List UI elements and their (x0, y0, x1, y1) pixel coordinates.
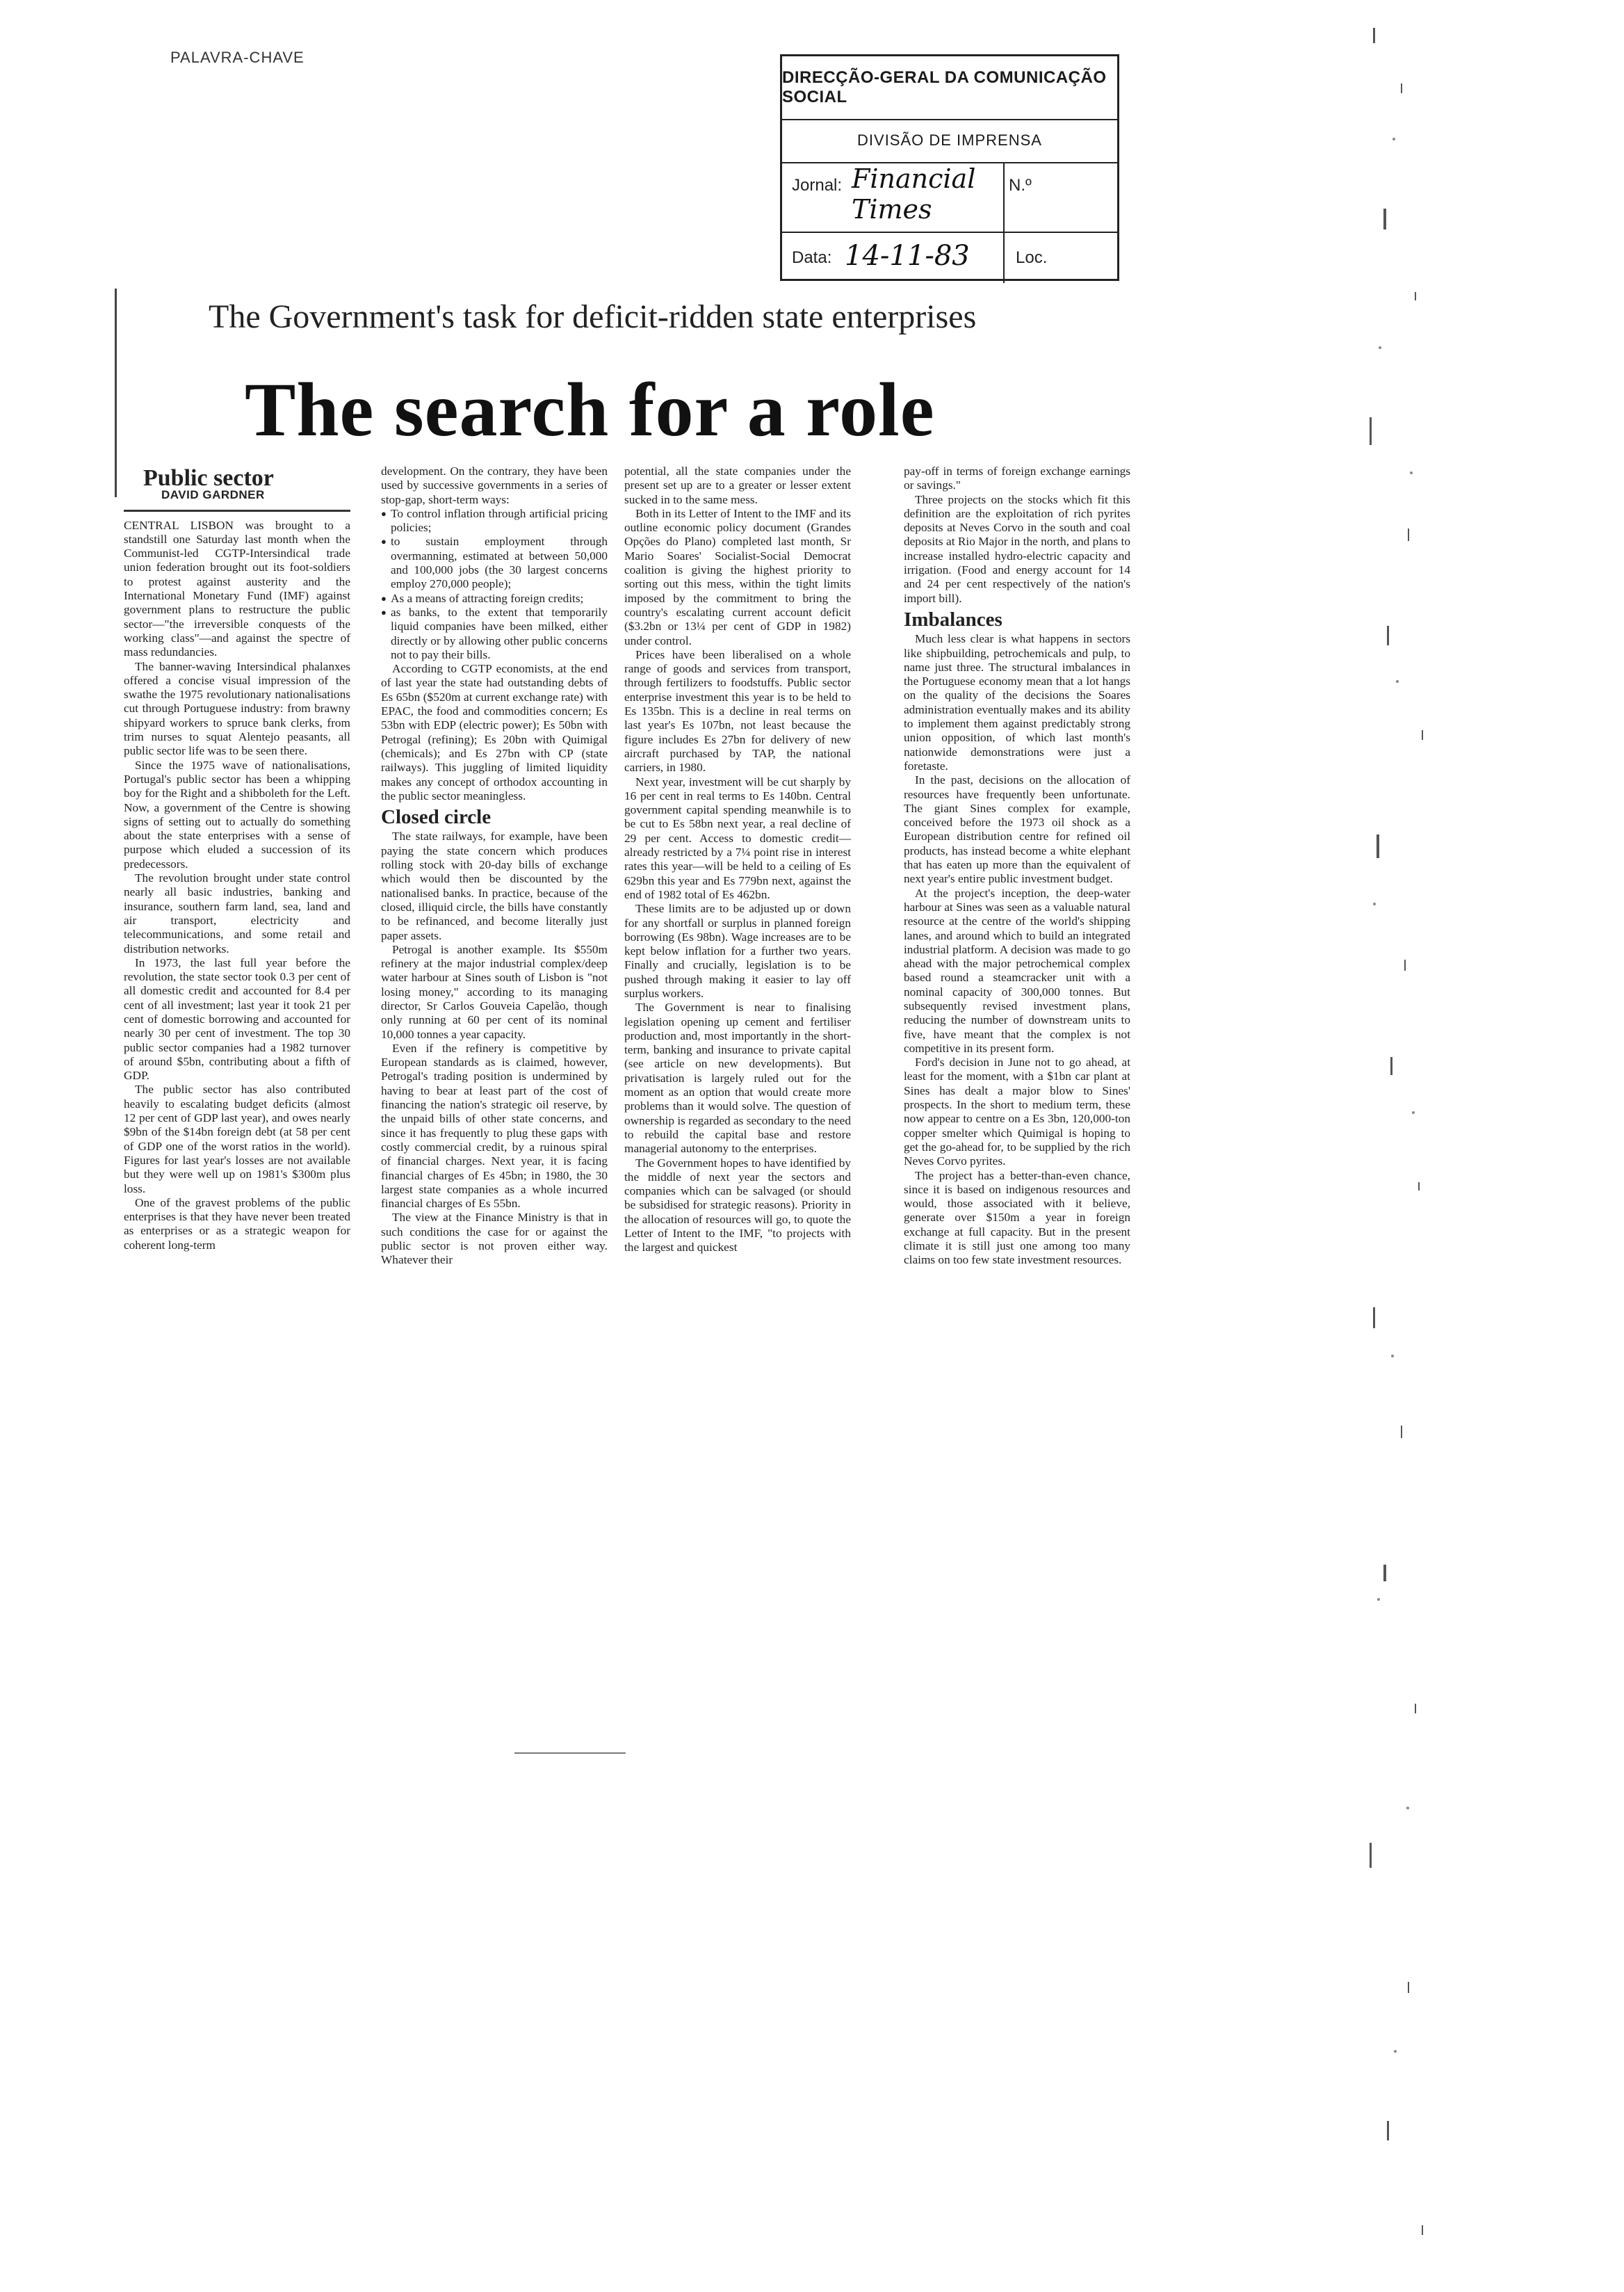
loc-label: Loc. (1016, 248, 1048, 267)
paragraph: The Government hopes to have identified by the middle of next year the sectors and companies which can be salvaged (or should be subsidised for strategic reasons). Priority in the allocation of resources will go, to quote the Letter of Intent to the IMF, "to projects with the largest and quickest (624, 1156, 851, 1254)
stamp-date-row (782, 232, 1117, 283)
bullet-list (381, 507, 608, 662)
paragraph: Three projects on the stocks which fit this definition are the exploitation of rich pyrites deposits at Neves Corvo in the south and coal deposits at Rio Major in the north, and plans to increase installed hydro-electric capacity and irrigation. (Food and energy account for 14 and 24 per cent respectively of the nation's import bill). (904, 492, 1130, 605)
paragraph: The public sector has also contributed heavily to escalating budget deficits (almost 12 per cent of GDP last year), and owes nearly $9bn of the $14bn foreign debt (at 58 per cent of GDP one of the worst ratios in the world). Figures for last year's losses are not available but they were well up on 1981's $300m plus loss. (124, 1083, 350, 1195)
article-column-4 (904, 465, 1130, 1268)
bullet-item: ● to sustain employment through overmanning, estimated at between 50,000 and 100,000 jobs (the 30 largest concerns employ 270,000 people); (381, 535, 608, 591)
subheading-imbalances: Imbalances (904, 608, 1002, 631)
paragraph: Much less clear is what happens in sectors like shipbuilding, petrochemicals and pulp, to name just three. The structural imbalances in the Portuguese economy mean that a lot hangs on the quality of the decisions the Soares administration eventually makes and its ability to implement them against predictably strong union opposition, of which last month's nationwide demonstrations were just a foretaste. (904, 632, 1130, 773)
paragraph: The revolution brought under state control nearly all basic industries, banking and insurance, southern farm land, sea, land and air transport, electricity and telecommunications, and some retail and distribution networks. (124, 871, 350, 955)
number-label: N.º (1009, 176, 1032, 195)
archive-label: PALAVRA-CHAVE (170, 49, 304, 66)
scan-noise-edge (1359, 0, 1624, 2292)
byline: DAVID GARDNER (161, 488, 265, 502)
headline-main: The search for a role (245, 367, 935, 452)
paragraph: The project has a better-than-even chance, since it is based on indigenous resources and would, those associated with it believe, generate over $150m a year in foreign exchange at full capacity. But in the present climate it is still just one among too many claims on too few state investment resources. (904, 1168, 1130, 1267)
paragraph: development. On the contrary, they have been used by successive governments in a series of stop-gap, short-term ways: (381, 465, 608, 506)
paragraph: These limits are to be adjusted up or down for any shortfall or surplus in planned foreign borrowing (Es 98bn). Wage increases are to be kept below inflation for a further two years. Finally and crucially, legislation is to be pushed through making it easier to lay off surplus workers. (624, 902, 851, 1000)
bullet-item: ● as banks, to the extent that temporarily liquid companies have been milked, either directly or by allowing other public concerns not to pay their bills. (381, 606, 608, 662)
paragraph: pay-off in terms of foreign exchange earnings or savings." (904, 465, 1130, 492)
article-column-3 (624, 465, 851, 1255)
bottom-rule (514, 1752, 626, 1754)
paragraph: According to CGTP economists, at the end of last year the state had outstanding debts of Es 65bn ($520m at current exchange rate) with EPAC, the food and commodities concern; Es 53bn with EDP (electric power); Es 50bn with Petrogal (refining); Es 20bn with Quimigal (chemicals); and Es 27bn with CP (state railways). This juggling of limited liquidity makes any concept of orthodox accounting in the public sector meaningless. (381, 662, 608, 802)
paragraph: The state railways, for example, have been paying the state concern which produces rolling stock with 20-day bills of exchange which would then be discounted by the nationalised banks. In practice, because of the closed, illiquid circle, the bills have constantly to be refinanced, and become literally just paper assets. (381, 830, 608, 942)
paragraph: In 1973, the last full year before the revolution, the state sector took 0.3 per cent of all domestic credit and accounted for 8.4 per cent of all investment; last year it took 21 per cent of domestic borrowing and accounted for nearly 30 per cent of investment. The top 30 public sector companies had a 1982 turnover of around $5bn, contributing about a fifth of GDP. (124, 955, 350, 1083)
paragraph: Next year, investment will be cut sharply by 16 per cent in real terms to Es 140bn. Central government capital spending meanwhile is to be cut to Es 58bn next year, a real decline of 29 per cent. Access to domestic credit—already restricted by a 7¼ point rise in interest rates this year—will be held to a ceiling of Es 629bn this year and Es 779bn next, against the end of 1982 total of Es 462bn. (624, 775, 851, 901)
paragraph: One of the gravest problems of the public enterprises is that they have never been treated as enterprises or as a strategic weapon for coherent long-term (124, 1195, 350, 1252)
stamp-title: DIRECÇÃO-GERAL DA COMUNICAÇÃO SOCIAL (782, 56, 1117, 120)
article-column-2 (381, 465, 608, 1268)
paragraph: Since the 1975 wave of nationalisations, Portugal's public sector has been a whipping boy for the Right and a shibboleth for the Left. Now, a government of the Centre is showing signs of setting out to actually do something about the state enterprises with a sense of purpose which eluded a succession of its predecessors. (124, 758, 350, 871)
margin-rule (115, 289, 117, 497)
paragraph: Ford's decision in June not to go ahead, at least for the moment, with a $1bn car plant at Sines has dealt a major blow to Sines' prospects. In the short to medium term, these now appear to centre on a Es 3bn, 120,000-ton copper smelter which Quimigal is hoping to get the go-ahead for, to be supplied by the rich Neves Corvo pyrites. (904, 1056, 1130, 1168)
paragraph: potential, all the state companies under the present set up are to a greater or lesser extent sucked in to the same mess. (624, 465, 851, 506)
section-label: Public sector (143, 465, 274, 491)
paragraph: CENTRAL LISBON was brought to a standstill one Saturday last month when the Communist-led CGTP-Intersindical trade union federation brought out its foot-soldiers to protest against austerity and the International Monetary Fund (IMF) against government plans to restructure the public sector—"the irreversible conquests of the working class"—and against the spectre of mass redundancies. (124, 518, 350, 659)
article-column-1 (124, 465, 350, 1252)
paragraph: In the past, decisions on the allocation of resources have frequently been unfortunate. The giant Sines complex for example, conceived before the 1973 oil shock as a European distribution centre for refined oil products, has instead become a white elephant that has eaten up more than the equivalent of next year's entire public investment budget. (904, 773, 1130, 886)
paragraph: The Government is near to finalising legislation opening up cement and fertiliser production and, most importantly in the short-term, banking and insurance to private capital (see article on new developments). But privatisation is largely ruled out for the moment as an option that would create more problems than it would solve. The question of ownership is regarded as secondary to the need to rebuild the capital base and restore managerial autonomy to the enterprises. (624, 1001, 851, 1156)
date-value: 14-11-83 (845, 240, 970, 272)
paragraph: At the project's inception, the deep-water harbour at Sines was seen as a valuable natural resource at the centre of the world's shipping lanes, and around which to build an integrated industrial platform. A decision was made to go ahead with the major petrochemical complex based round a steamcracker unit with a nominal capacity of 300,000 tonnes. But subsequently revised investment plans, reducing the number of downstream units to five, have meant that the complex is not competitive in its present form. (904, 886, 1130, 1055)
journal-label: Jornal: (792, 176, 843, 195)
paragraph: The banner-waving Intersindical phalanxes offered a concise visual impression of the swathe the 1975 revolutionary nationalisations cut through Portuguese industry: from brawny shipyard workers to spruce bank clerks, from trim nurses to squat Alentejo peasants, all public sector life was to be seen there. (124, 659, 350, 758)
archive-stamp (780, 54, 1119, 281)
bullet-item: ● To control inflation through artificial pricing policies; (381, 507, 608, 535)
date-label: Data: (792, 248, 832, 267)
paragraph: Even if the refinery is competitive by European standards as is claimed, however, Petrogal's trading position is undermined by having to bear at least part of the cost of financing the nation's strategic oil reserve, by the unpaid bills of other state concerns, and since it has frequently to plug these gaps with costly commercial credit, by a ruinous spiral of financial charges. Next year, it is facing financial charges of Es 45bn; in 1980, the 30 largest state companies as a whole incurred financial charges of Es 55bn. (381, 1041, 608, 1211)
stamp-division: DIVISÃO DE IMPRENSA (782, 119, 1117, 163)
journal-value: Financial Times (852, 163, 976, 225)
paragraph: Petrogal is another example. Its $550m refinery at the major industrial complex/deep water harbour at Sines south of Lisbon is "not losing money," according to its managing director, Sr Carlos Gouveia Capelão, though only running at 60 per cent of its nominal 10,000 tonnes a year capacity. (381, 942, 608, 1041)
byline-rule (124, 510, 350, 512)
stamp-divider (1003, 162, 1005, 283)
paragraph: The view at the Finance Ministry is that in such conditions the case for or against the public sector is not proven either way. Whatever their (381, 1211, 608, 1267)
headline-kicker: The Government's task for deficit-ridden state enterprises (209, 298, 977, 335)
paragraph: Prices have been liberalised on a whole range of goods and services from transport, through fertilizers to foodstuffs. Public sector enterprise investment this year is to be held to Es 135bn. This is a decline in real terms on last year's Es 107bn, not least because the figure includes Es 27bn for delivery of new aircraft purchased by TAP, the national carriers, in 1980. (624, 647, 851, 775)
paragraph: Both in its Letter of Intent to the IMF and its outline economic policy document (Grandes Opções do Plano) completed last month, Sr Mario Soares' Socialist-Social Democrat coalition is giving the highest priority to sorting out this mess, within the tight limits imposed by the commitment to bring the country's escalating current account deficit ($3.2bn or 13¼ per cent of GDP in 1982) under control. (624, 506, 851, 647)
bullet-item: ● As a means of attracting foreign credits; (381, 592, 608, 606)
stamp-journal-row (782, 162, 1117, 233)
subheading-closed-circle: Closed circle (381, 806, 492, 829)
